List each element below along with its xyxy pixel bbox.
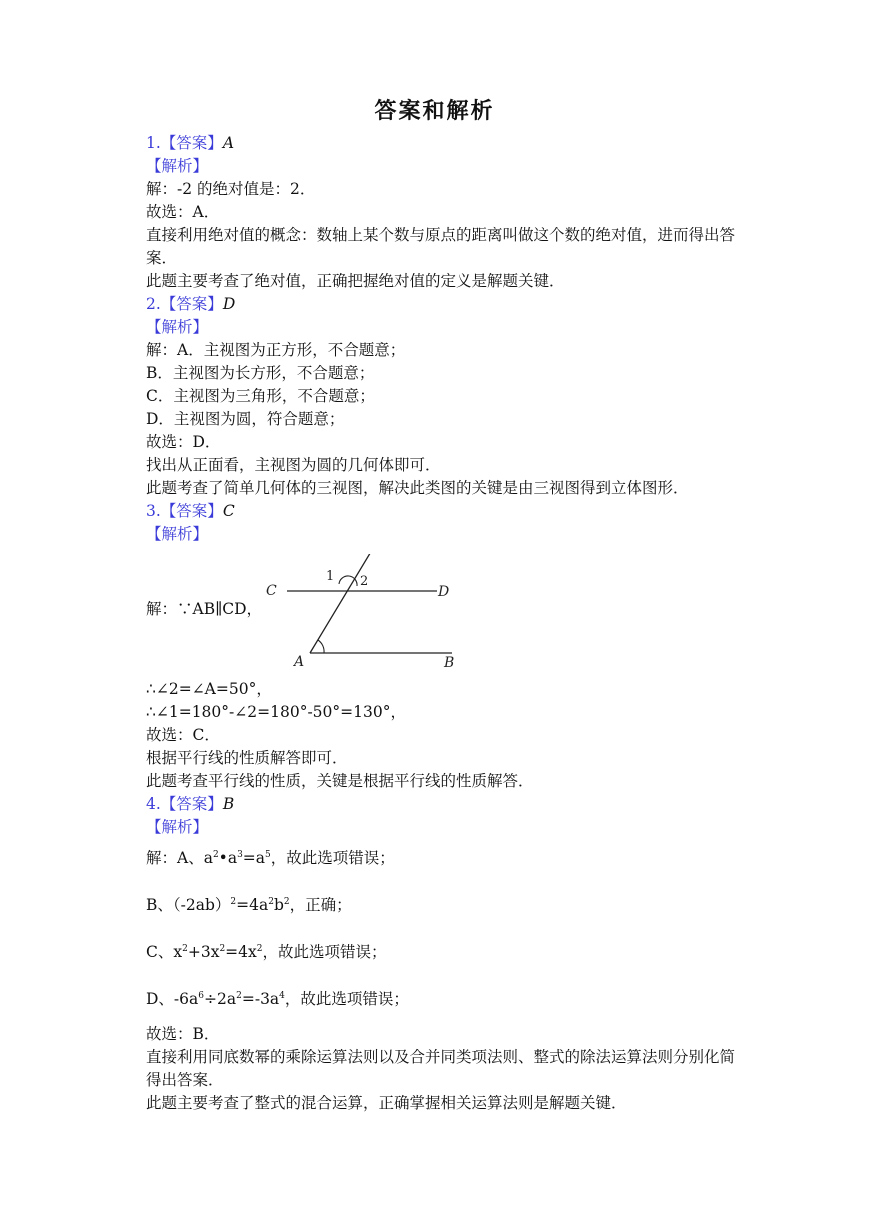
q2-line: D．主视图为圆，符合题意； [146, 410, 345, 428]
q3-line: 此题考查平行线的性质，关键是根据平行线的性质解答． [146, 772, 534, 790]
q4-line: 故选：B． [146, 1025, 220, 1043]
q3-line: 故选：C． [146, 726, 220, 744]
solutions [146, 132, 736, 1115]
parallel-lines-diagram [262, 554, 462, 676]
q1-line: 故选：A． [146, 203, 220, 221]
q3-number: 3. [146, 502, 161, 520]
angle-1-arc [339, 576, 357, 586]
q3-answer: C [222, 502, 235, 520]
q2-line: B．主视图为长方形，不合题意； [146, 364, 375, 382]
label-d: D [438, 584, 450, 600]
q2-line: C．主视图为三角形，不合题意； [146, 387, 375, 405]
q2-analysis-tag: 【解析】 [146, 318, 209, 336]
label-angle-2: 2 [360, 574, 369, 589]
q4-answer: B [222, 795, 235, 813]
label-a: A [294, 654, 305, 670]
q2-answer: D [222, 295, 236, 313]
q4-answer-line [146, 793, 736, 816]
q1-answer-tag: 【答案】 [160, 134, 223, 152]
q2-line: 故选：D． [146, 433, 221, 451]
transversal [310, 554, 372, 653]
q1-number: 1. [146, 134, 161, 152]
q1-analysis-tag: 【解析】 [146, 157, 209, 175]
q3-figure-row [146, 546, 736, 678]
q3-line: ∴∠2=∠A=50°， [146, 680, 272, 698]
q1-line: 直接利用绝对值的概念：数轴上某个数与原点的距离叫做这个数的绝对值，进而得出答案． [146, 226, 736, 267]
q4-line: 直接利用同底数幂的乘除运算法则以及合并同类项法则、整式的除法运算法则分别化简得出答案． [146, 1048, 736, 1089]
q2-line: 找出从正面看，主视图为圆的几何体即可． [146, 456, 441, 474]
q4-analysis-tag: 【解析】 [146, 818, 209, 836]
label-b: B [444, 655, 455, 671]
label-c: C [266, 583, 277, 599]
q2-number: 2. [146, 295, 161, 313]
label-angle-1: 1 [326, 569, 335, 584]
q1-line: 解：-2 的绝对值是：2． [146, 180, 316, 198]
q3-intro: 解：∵AB∥CD， [146, 600, 263, 618]
q1-answer-line [146, 132, 736, 155]
q4-option-c: C、$x^2+3x^2=4x^2$，故此选项错误； [146, 943, 387, 961]
q2-line: 此题考查了简单几何体的三视图，解决此类图的关键是由三视图得到立体图形． [146, 479, 689, 497]
q4-option-d: D、$-6a^6\div 2a^2=-3a^4$，故此选项错误； [146, 990, 409, 1008]
q2-line: 解：A．主视图为正方形，不合题意； [146, 341, 406, 359]
q2-answer-tag: 【答案】 [160, 295, 223, 313]
q3-answer-line [146, 500, 736, 523]
q2-answer-line [146, 293, 736, 316]
q1-answer: A [222, 134, 235, 152]
q4-line: 此题主要考查了整式的混合运算，正确掌握相关运算法则是解题关键． [146, 1094, 627, 1112]
q3-line: 根据平行线的性质解答即可． [146, 749, 348, 767]
q3-answer-tag: 【答案】 [160, 502, 223, 520]
q3-line: ∴∠1=180°-∠2=180°-50°=130°， [146, 703, 406, 721]
q1-line: 此题主要考查了绝对值，正确把握绝对值的定义是解题关键． [146, 272, 565, 290]
page-title: 答案和解析 [374, 99, 495, 124]
q4-number: 4. [146, 795, 161, 813]
q4-option-b: B、$(-2ab)^2=4a^2b^2$，正确； [146, 896, 352, 914]
q4-option-a: 解：A、$a^2•a^3=a^5$，故此选项错误； [146, 849, 395, 867]
angle-a-arc [318, 640, 324, 653]
q4-answer-tag: 【答案】 [160, 795, 223, 813]
q3-analysis-tag: 【解析】 [146, 525, 209, 543]
